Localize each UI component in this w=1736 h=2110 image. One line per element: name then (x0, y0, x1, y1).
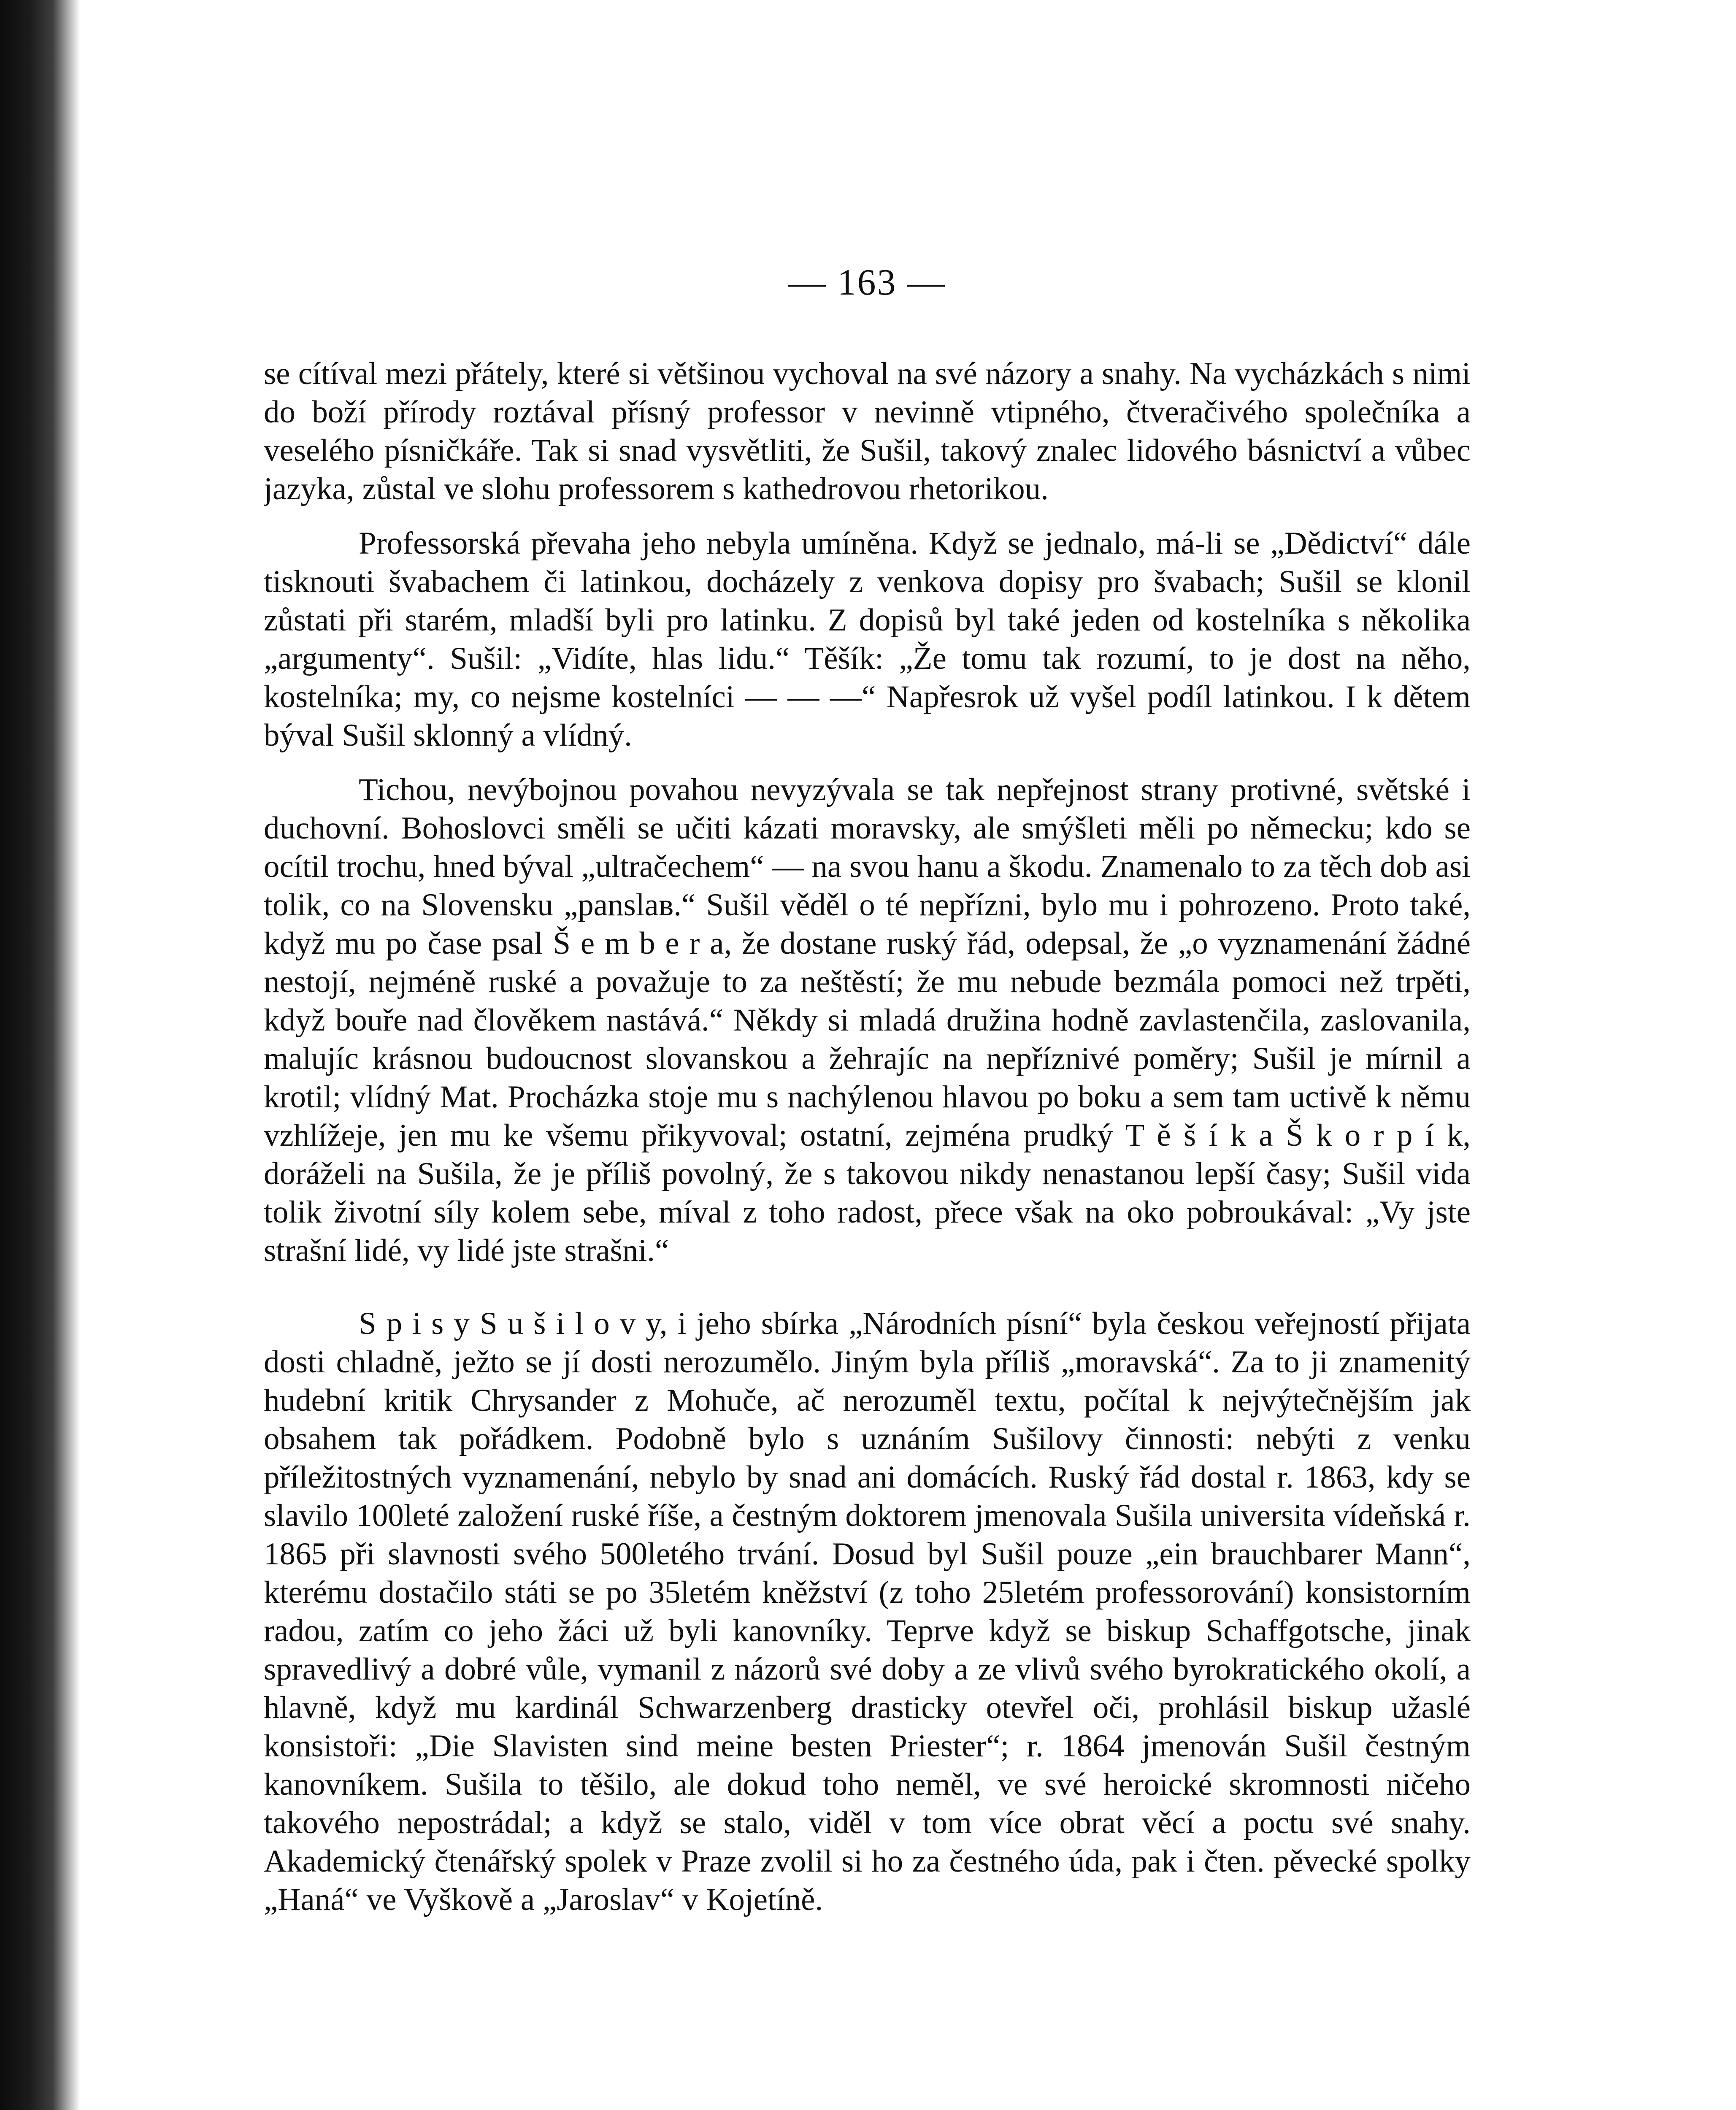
paragraph-professorial-superiority: Professorská převaha jeho nebyla umíněna. Když se jednalo, má-li se „Dědictví“ dále tisknouti švabachem či latinkou, docházely z venkova dopisy pro švabach; Sušil se klonil zůstati při starém, mladší byli pro latinku. Z dopisů byl také jeden od kostelníka s několika „argumenty“. Sušil: „Vidíte, hlas lidu.“ Těšík: „Že tomu tak rozumí, to je dost na něho, kostelníka; my, co nejsme kostelníci — — —“ Napřesrok už vyšel podíl latinkou. I k dětem býval Sušil sklonný a vlídný. (264, 526, 1471, 753)
paragraph-continuation: se cítíval mezi přátely, které si většinou vychoval na své názory a snahy. Na vycházkách s nimi do boží přírody roztával přísný professor v nevinně vtipného, čtveračivého společníka a veselého písničkáře. Tak si snad vysvětliti, že Sušil, takový znalec lidového básnictví a vůbec jazyka, zůstal ve slohu professorem s kathedrovou rhetorikou. (264, 356, 1471, 506)
scan-edge-shadow (0, 0, 80, 2110)
page-text (264, 354, 1471, 1919)
paragraph-quiet-nature: Tichou, nevýbojnou povahou nevyzývala se tak nepřejnost strany protivné, světské i duchovní. Bohoslovci směli se učiti kázati moravsky, ale smýšleti měli po německu; kdo se ocítil trochu, hned býval „ultračechem“ — na svou hanu a škodu. Znamenalo to za těch dob asi tolik, co na Slovensku „panslав.“ Sušil věděl o té nepřízni, bylo mu i pohrozeno. Proto také, když mu po čase psal Š e m b e r a, že dostane ruský řád, odepsal, že „o vyznamenání žádné nestojí, nejméně ruské a považuje to za neštěstí; že mu nebude bezmála pomoci než trpěti, když bouře nad člověkem nastává.“ Někdy si mladá družina hodně zavlastenčila, zaslovanila, malujíc krásnou budoucnost slovanskou a žehrajíc na nepříznivé poměry; Sušil je mírnil a krotil; vlídný Mat. Procházka stoje mu s nachýlenou hlavou po boku a sem tam uctivě k němu vzhlížeje, jen mu ke všemu přikyvoval; ostatní, zejména prudký T ě š í k a Š k o r p í k, doráželi na Sušila, že je příliš povolný, že s takovou nikdy nenastanou lepší časy; Sušil vida tolik životní síly kolem sebe, míval z toho radost, přece však na oko pobroukával: „Vy jste strašní lidé, vy lidé jste strašni.“ (264, 772, 1471, 1268)
book-page (264, 262, 1471, 2110)
paragraph-susil-writings: S p i s y S u š i l o v y, i jeho sbírka „Národních písní“ byla českou veřejností přijata dosti chladně, ježto se jí dosti nerozumělo. Jiným byla příliš „moravská“. Za to ji znamenitý hudební kritik Chrysander z Mohuče, ač nerozuměl textu, počítal k nejvýtečnějším jak obsahem tak pořádkem. Podobně bylo s uznáním Sušilovy činnosti: nebýti z venku příležitostných vyznamenání, nebylo by snad ani domácích. Ruský řád dostal r. 1863, kdy se slavilo 100leté založení ruské říše, a čestným doktorem jmenovala Sušila universita vídeňská r. 1865 při slavnosti svého 500letého trvání. Dosud byl Sušil pouze „ein brauchbarer Mann“, kterému dostačilo státi se po 35letém kněžství (z toho 25letém professorování) konsistorním radou, zatím co jeho žáci už byli kanovníky. Teprve když se biskup Schaffgotsche, jinak spravedlivý a dobré vůle, vymanil z názorů své doby a ze vlivů svého byrokratického okolí, a hlavně, když mu kardinál Schwarzenberg drasticky otevřel oči, prohlásil biskup užaslé konsistoři: „Die Slavisten sind meine besten Priester“; r. 1864 jmenován Sušil čestným kanovníkem. Sušila to těšilo, ale dokud toho neměl, ve své heroické skromnosti ničeho takového nepostrádal; a když se stalo, viděl v tom více obrat věcí a poctu své snahy. Akademický čtenářský spolek v Praze zvolil si ho za čestného úda, pak i čten. pěvecké spolky „Haná“ ve Vyškově a „Jaroslav“ v Kojetíně. (264, 1306, 1471, 1917)
page-number: — 163 — (788, 262, 946, 303)
